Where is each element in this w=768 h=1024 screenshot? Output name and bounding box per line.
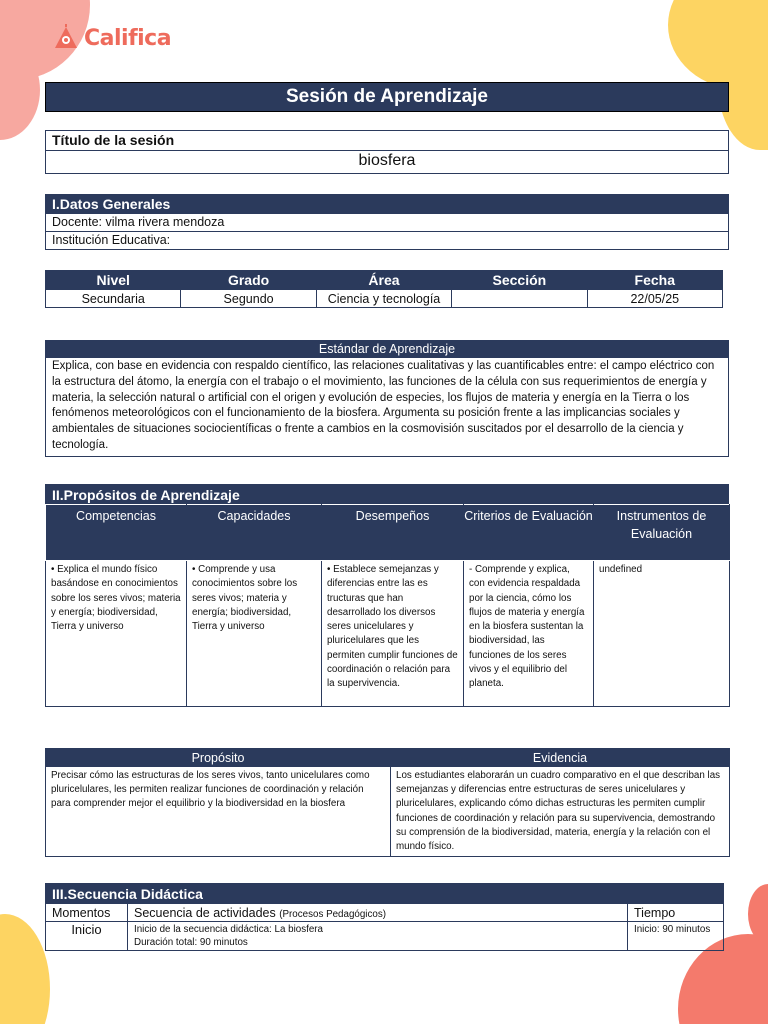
cell-proposito: Precisar cómo las estructuras de los seres vivos, tanto unicelulares como pluricelulares, les permiten realizar funciones de coordinación y relación para comprender mejor el equilibrio y la biodiversidad en la biosfera [46, 767, 391, 857]
header-nivel: Nivel [46, 271, 181, 290]
header-desempenos: Desempeños [322, 505, 464, 561]
secuencia-block [45, 883, 723, 951]
cell-criterios: - Comprende y explica, con evidencia respaldada por la ciencia, cómo los flujos de materia y energía en la biosfera sustentan la biodiversidad, las funciones de los seres vivos y el equilibrio del planeta. [464, 561, 594, 707]
cell-competencias: • Explica el mundo físico basándose en conocimientos sobre los seres vivos; materia y energía; biodiversidad, Tierra y universo [46, 561, 187, 707]
header-fecha: Fecha [587, 271, 722, 290]
brand-name: Califica [84, 25, 172, 51]
header-area: Área [316, 271, 451, 290]
cell-desempenos: • Establece semejanzas y diferencias entre las es tructuras que han desarrollado los diversos seres unicelulares y pluricelulares que les permiten cumplir funciones de coordinación o relación para la supervivencia. [322, 561, 464, 707]
cell-instrumentos: undefined [594, 561, 730, 707]
header-proposito: Propósito [46, 749, 391, 767]
cell-capacidades: • Comprende y usa conocimientos sobre los seres vivos; materia y energía; biodiversidad, Tierra y universo [187, 561, 322, 707]
session-title-block [45, 130, 729, 174]
proposito-evidencia-block [45, 748, 729, 857]
value-grado: Segundo [181, 290, 316, 308]
info-table [45, 270, 723, 308]
datos-generales-heading: I.Datos Generales [46, 195, 728, 213]
institucion-row: Institución Educativa: [46, 231, 728, 249]
row-actividades-line1: Inicio de la secuencia didáctica: La biosfera [134, 924, 323, 935]
header-criterios: Criterios de Evaluación [464, 505, 594, 561]
header-tiempo: Tiempo [628, 904, 724, 922]
value-fecha: 22/05/25 [587, 290, 722, 308]
header-momentos: Momentos [46, 904, 128, 922]
brand-logo [52, 24, 171, 52]
datos-generales [45, 194, 729, 250]
decor-blob-bottom-left [0, 914, 50, 1024]
header-grado: Grado [181, 271, 316, 290]
value-area: Ciencia y tecnología [316, 290, 451, 308]
header-secuencia-label: Secuencia de actividades [134, 905, 276, 920]
header-evidencia: Evidencia [391, 749, 730, 767]
cell-evidencia: Los estudiantes elaborarán un cuadro comparativo en el que describan las semejanzas y diferencias entre estructuras de seres unicelulares y pluricelulares, explicando cómo dichas estructuras les permiten cumplir funciones de coordinación y relación para su supervivencia, demostrando su comprensión de la biodiversidad, materia, energía y la relación con el mundo físico. [391, 767, 730, 857]
header-secuencia-note: (Procesos Pedagógicos) [279, 908, 386, 920]
header-instrumentos: Instrumentos de Evaluación [594, 505, 730, 561]
docente-row: Docente: vilma rivera mendoza [46, 213, 728, 231]
robot-logo-icon [52, 24, 80, 52]
secuencia-heading-blank [628, 884, 724, 904]
header-competencias: Competencias [46, 505, 187, 561]
propositos-block [45, 484, 729, 707]
row-actividades-line2: Duración total: 90 minutos [134, 937, 248, 948]
row-actividades [128, 922, 628, 951]
estandar-block [45, 340, 729, 457]
value-nivel: Secundaria [46, 290, 181, 308]
propositos-heading: II.Propósitos de Aprendizaje [45, 484, 729, 504]
header-seccion: Sección [452, 271, 587, 290]
secuencia-heading: III.Secuencia Didáctica [46, 884, 628, 904]
row-tiempo: Inicio: 90 minutos [628, 922, 724, 951]
session-value: biosfera [358, 152, 416, 169]
session-label: Título de la sesión [46, 131, 728, 151]
row-momento: Inicio [46, 922, 128, 951]
estandar-heading: Estándar de Aprendizaje [46, 341, 728, 358]
header-capacidades: Capacidades [187, 505, 322, 561]
page-title: Sesión de Aprendizaje [45, 82, 729, 112]
value-seccion [452, 290, 587, 308]
header-secuencia [128, 904, 628, 922]
estandar-text: Explica, con base en evidencia con respaldo científico, las relaciones cualitativas y las cuantificables entre: el campo eléctrico con la estructura del átomo, la energía con el trabajo o el movimiento, las funciones de la célula con sus requerimientos de energía y materia, la selección natural o artificial con el origen y evolución de especies, los flujos de materia y energía en la Tierra o los fenómenos meteorológicos con el funcionamiento de la biosfera. Argumenta su posición frente a las implicancias sociales y ambientales de situaciones sociocientíficas o frente a cambios en la cosmovisión suscitados por el desarrollo de la ciencia y tecnología. [52, 360, 715, 451]
